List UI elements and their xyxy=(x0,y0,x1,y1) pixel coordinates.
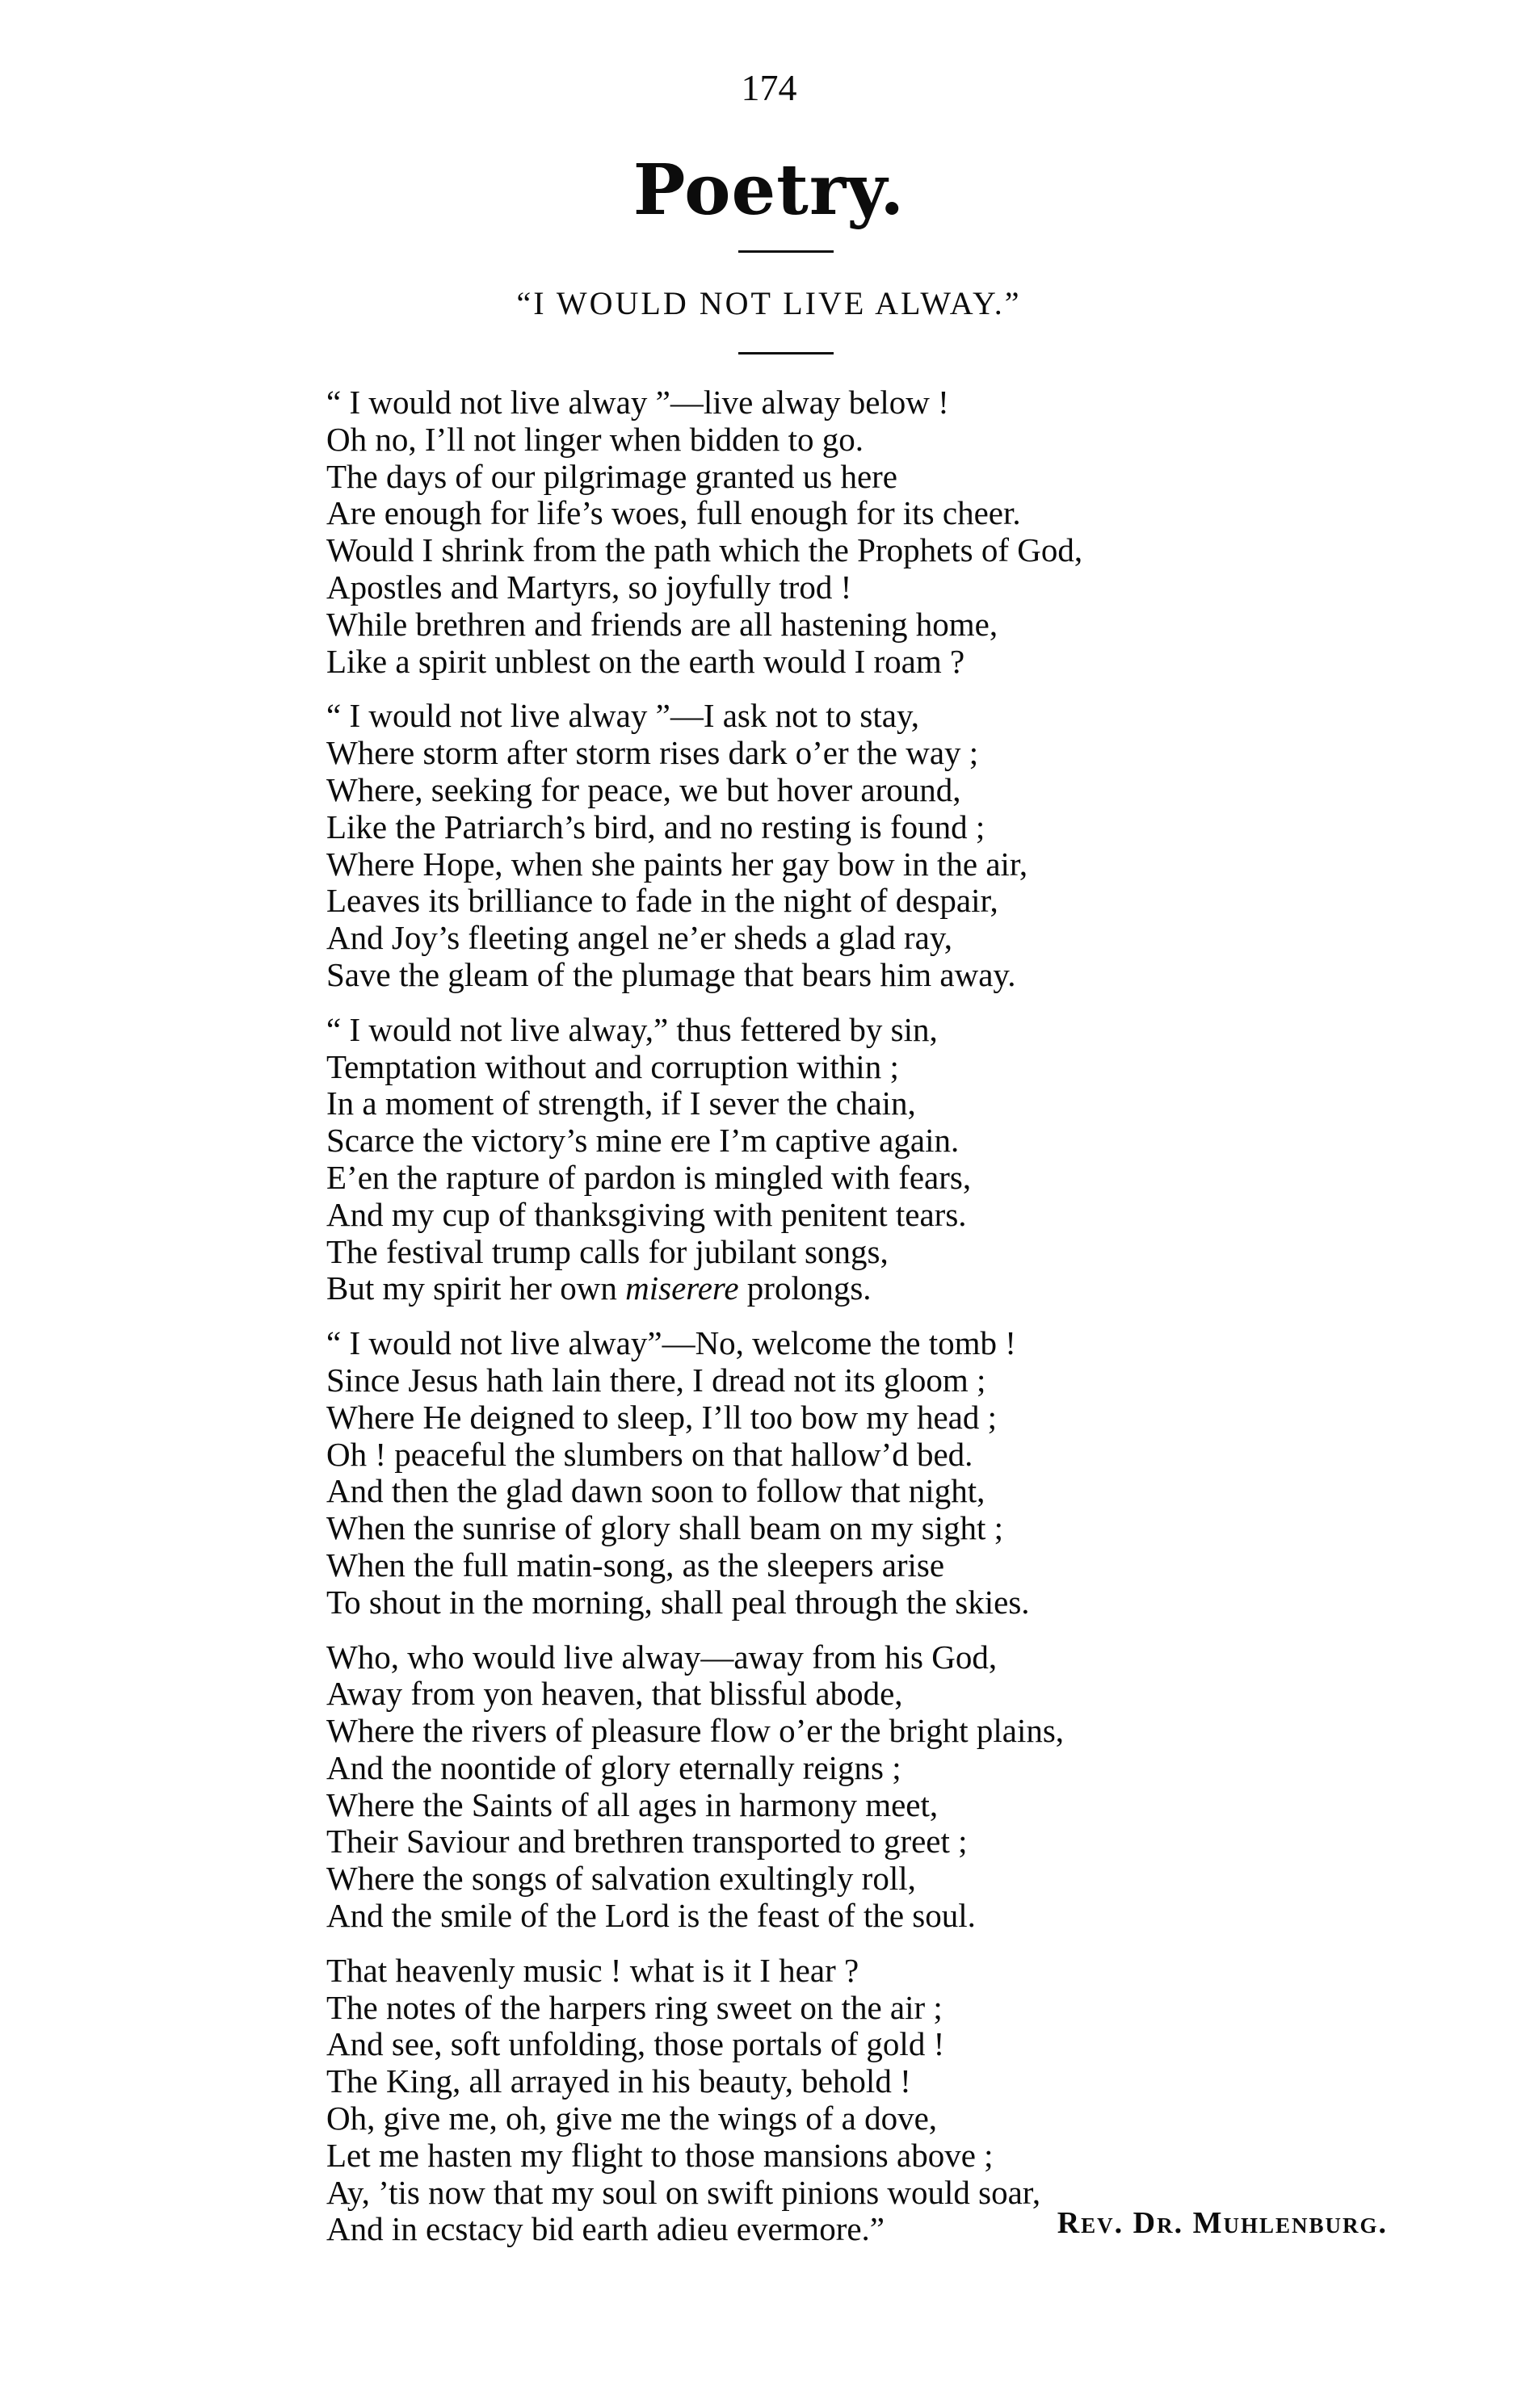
poem-line: To shout in the morning, shall peal through the skies. xyxy=(326,1583,1030,1621)
poem-line: When the sunrise of glory shall beam on my sight ; xyxy=(326,1509,1004,1547)
poem-line: And Joy’s fleeting angel ne’er sheds a glad ray, xyxy=(326,919,952,957)
poem-line: Temptation without and corruption within ; xyxy=(326,1047,899,1085)
poem-line: That heavenly music ! what is it I hear ? xyxy=(326,1951,859,1989)
page-number: 174 xyxy=(741,67,797,108)
poem-line: Would I shrink from the path which the Prophets of God, xyxy=(326,531,1083,569)
poem-line: In a moment of strength, if I sever the chain, xyxy=(326,1084,916,1122)
poem-line: The days of our pilgrimage granted us here xyxy=(326,457,898,495)
poem-line: But my spirit her own miserere prolongs. xyxy=(326,1269,872,1307)
poem-line: And then the glad dawn soon to follow that night, xyxy=(326,1472,985,1510)
poem-line: Where, seeking for peace, we but hover around, xyxy=(326,770,961,808)
poem-title: “I WOULD NOT LIVE ALWAY.” xyxy=(516,285,1022,321)
stanza xyxy=(326,1325,1280,1621)
poem-line: Are enough for life’s woes, full enough for its cheer. xyxy=(326,494,1021,532)
poem-line: Scarce the victory’s mine ere I’m captive again. xyxy=(326,1122,960,1160)
poem-line: Who, who would live alway—away from his God, xyxy=(326,1638,998,1676)
poem-line: The King, all arrayed in his beauty, behold ! xyxy=(326,2062,911,2100)
poem-line: Where the Saints of all ages in harmony meet, xyxy=(326,1785,939,1823)
stanza xyxy=(326,1012,1280,1307)
poem-line: And the smile of the Lord is the feast of the soul. xyxy=(326,1897,976,1935)
stanza xyxy=(326,1639,1280,1935)
poem-line: And the noontide of glory eternally reigns ; xyxy=(326,1748,901,1786)
poem-line: Where storm after storm rises dark o’er the way ; xyxy=(326,734,979,772)
section-title: Poetry. xyxy=(632,149,906,231)
poem-line: While brethren and friends are all hastening home, xyxy=(326,605,998,643)
author-attribution: Rev. Dr. Muhlenburg. xyxy=(1057,2206,1388,2240)
poem-line: “ I would not live alway ”—live alway below ! xyxy=(326,384,949,421)
poem-line: Leaves its brilliance to fade in the night of despair, xyxy=(326,882,998,920)
poem-line: Oh no, I’ll not linger when bidden to go. xyxy=(326,420,864,458)
poem-line: Apostles and Martyrs, so joyfully trod ! xyxy=(326,568,852,606)
poem-body xyxy=(326,384,1280,2266)
poem-line: Ay, ’tis now that my soul on swift pinions would soar, xyxy=(326,2173,1041,2211)
poem-line: Where the songs of salvation exultingly roll, xyxy=(326,1860,916,1898)
poem-line: Save the gleam of the plumage that bears him away. xyxy=(326,955,1016,993)
poem-line: Like a spirit unblest on the earth would I roam ? xyxy=(326,642,965,680)
poem-line: Where Hope, when she paints her gay bow in the air, xyxy=(326,845,1028,883)
stanza xyxy=(326,698,1280,993)
title-rule-top xyxy=(738,250,834,253)
stanza xyxy=(326,384,1280,680)
poem-line: “ I would not live alway”—No, welcome the tomb ! xyxy=(326,1324,1016,1362)
poem-line: Since Jesus hath lain there, I dread not its gloom ; xyxy=(326,1361,986,1399)
poem-line: Oh ! peaceful the slumbers on that hallow’d bed. xyxy=(326,1435,973,1473)
poem-line: Away from yon heaven, that blissful abode, xyxy=(326,1675,903,1713)
poem-line: “ I would not live alway ”—I ask not to stay, xyxy=(326,697,920,735)
title-rule-bottom xyxy=(738,352,834,354)
poem-line: When the full matin-song, as the sleepers arise xyxy=(326,1546,945,1584)
poem-line: Oh, give me, oh, give me the wings of a dove, xyxy=(326,2100,938,2137)
poem-line: And in ecstacy bid earth adieu evermore.” xyxy=(326,2210,885,2248)
poem-line: And see, soft unfolding, those portals of gold ! xyxy=(326,2025,945,2063)
poem-line: The notes of the harpers ring sweet on the air ; xyxy=(326,1988,943,2026)
poem-line: Their Saviour and brethren transported to greet ; xyxy=(326,1823,968,1861)
poem-line: Let me hasten my flight to those mansions above ; xyxy=(326,2136,994,2174)
poem-line: And my cup of thanksgiving with penitent tears. xyxy=(326,1195,967,1233)
poem-line: Like the Patriarch’s bird, and no resting is found ; xyxy=(326,808,985,845)
poem-line: The festival trump calls for jubilant songs, xyxy=(326,1232,889,1270)
poem-line: Where the rivers of pleasure flow o’er the bright plains, xyxy=(326,1712,1065,1750)
poem-line: “ I would not live alway,” thus fettered by sin, xyxy=(326,1010,938,1048)
italic-word: miserere xyxy=(625,1269,739,1307)
poem-line: Where He deigned to sleep, I’ll too bow my head ; xyxy=(326,1398,997,1436)
poem-line: E’en the rapture of pardon is mingled with fears, xyxy=(326,1158,972,1196)
